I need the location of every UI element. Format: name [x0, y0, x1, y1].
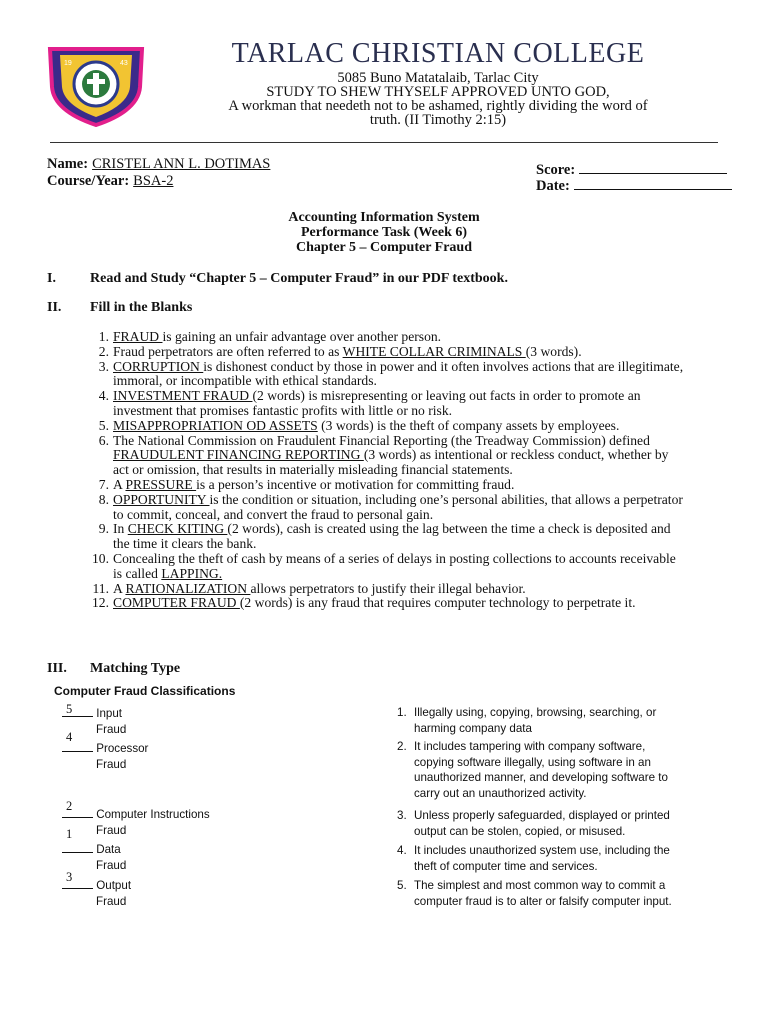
blank-item [86, 389, 686, 419]
match-label: Input [96, 707, 123, 720]
task-title: Performance Task (Week 6) [300, 225, 468, 240]
match-answer: 5 [66, 702, 73, 716]
score-blank[interactable] [579, 161, 727, 174]
blank-item [86, 419, 686, 434]
match-right-3: 3. Unless properly safeguarded, displayed or printed output can be stolen, copied, or misused. [397, 809, 670, 838]
college-name: TARLAC CHRISTIAN COLLEGE [231, 38, 645, 69]
blank-item [86, 493, 686, 523]
date-row [536, 177, 732, 195]
item-text-after: is a person’s incentive or motivation for committing fraud. [196, 476, 515, 492]
item-number: 5. [98, 417, 109, 433]
header-divider [50, 142, 718, 143]
item-answer: OPPORTUNITY [113, 491, 210, 507]
match-label: Processor [96, 742, 149, 755]
item-answer: LAPPING. [161, 565, 223, 581]
match-sub: Fraud [96, 823, 127, 837]
matching-heading: Computer Fraud Classifications [54, 684, 236, 698]
item-number: 7. [98, 476, 109, 492]
svg-text:19: 19 [64, 60, 72, 67]
item-text-after: (2 words) is any fraud that requires computer technology to perpetrate it. [239, 595, 636, 611]
blank-item [86, 360, 686, 390]
item-answer: FRAUD [113, 329, 163, 344]
item-text-after: allows perpetrators to justify their illegal behavior. [250, 580, 526, 596]
item-text-after: is the condition or situation, including one’s personal abilities, that allows a perpetrator to commit, conceal, and convert the fraud to personal gain. [113, 491, 683, 522]
match-sub: Fraud [96, 757, 127, 771]
blank-item [86, 478, 686, 493]
item-number: 2. [98, 343, 109, 359]
item-number: 4. [98, 388, 109, 404]
college-address: 5085 Buno Matatalaib, Tarlac City [337, 70, 539, 86]
date-blank[interactable] [574, 177, 732, 190]
course-row [47, 172, 173, 190]
item-answer: CORRUPTION [113, 358, 204, 374]
match-sub: Fraud [96, 722, 127, 736]
match-label: Computer Instructions [96, 808, 210, 821]
item-answer: WHITE COLLAR CRIMINALS [342, 343, 526, 359]
blank-item [86, 596, 686, 611]
match-right-5: 5. The simplest and most common way to commit a computer fraud is to alter or falsify computer input. [397, 879, 672, 908]
item-answer: INVESTMENT FRAUD [113, 388, 253, 404]
item-text-before: In [113, 521, 128, 537]
match-label: Output [96, 879, 132, 892]
item-text-after: (2 words), cash is created using the lag between the time a check is deposited and the time it clears the bank. [113, 521, 671, 552]
match-sub: Fraud [96, 858, 127, 872]
blank-item [86, 522, 686, 552]
section-2-title: Fill in the Blanks [90, 300, 193, 315]
match-sub: Fraud [96, 894, 127, 908]
item-number: 8. [98, 491, 109, 507]
motto-line-2: A workman that needeth not to be ashamed, rightly dividing the word of [228, 98, 648, 114]
match-answer: 4 [66, 730, 73, 744]
item-answer: RATIONALIZATION [125, 580, 251, 596]
match-left-3 [62, 799, 210, 838]
item-number: 1. [98, 329, 109, 344]
blank-item [86, 434, 686, 478]
svg-text:43: 43 [120, 60, 128, 67]
item-text-after: is gaining an unfair advantage over another person. [162, 329, 442, 344]
item-number: 3. [98, 358, 109, 374]
item-number: 12. [92, 595, 109, 611]
fill-in-blanks-list [86, 330, 686, 611]
match-label: Data [96, 843, 121, 856]
item-number: 9. [98, 521, 109, 537]
blank-item [86, 330, 686, 345]
item-answer: PRESSURE [125, 476, 197, 492]
chapter-title: Chapter 5 – Computer Fraud [295, 240, 473, 255]
answer-blank[interactable] [62, 841, 93, 853]
item-text-after: (3 words) is the theft of company assets by employees. [317, 417, 620, 433]
blank-item [86, 582, 686, 597]
score-label: Score: [536, 162, 576, 178]
section-2-number: II. [47, 300, 62, 315]
course-label: Course/Year: [47, 173, 130, 189]
match-right-2: 2. It includes tampering with company software, copying software illegally, using software in an unauthorized manner, and developing software to carry out an unauthorized activity. [397, 740, 668, 800]
section-1-text: Read and Study “Chapter 5 – Computer Fraud” in our PDF textbook. [90, 271, 508, 286]
name-value: CRISTEL ANN L. DOTIMAS [92, 156, 271, 172]
section-1-number: I. [47, 271, 56, 286]
course-title: Accounting Information System [288, 210, 480, 225]
item-text-after: is dishonest conduct by those in power and it often involves actions that are illegitimate, immoral, or incompatible with ethical standards. [113, 358, 684, 389]
item-text-before: A [113, 580, 126, 596]
item-number: 11. [92, 580, 109, 596]
item-answer: FRAUDULENT FINANCING REPORTING [113, 447, 364, 463]
item-text-before: Fraud perpetrators are often referred to as [113, 343, 343, 359]
section-3-title: Matching Type [90, 661, 181, 676]
blank-item [86, 345, 686, 360]
motto-line-1: STUDY TO SHEW THYSELF APPROVED UNTO GOD, [266, 84, 610, 100]
course-value: BSA-2 [133, 173, 174, 189]
name-row [47, 155, 270, 173]
motto-line-3: truth. (II Timothy 2:15) [369, 112, 507, 128]
blank-item [86, 552, 686, 582]
item-text-after: (2 words) is misrepresenting or leaving out facts in order to promote an investment that promises fantastic profits with little or no risk. [113, 388, 641, 418]
match-left-2 [62, 730, 149, 772]
match-left-4 [62, 827, 127, 873]
item-number: 10. [92, 550, 109, 566]
item-answer: MISAPPROPRIATION OD ASSETS [113, 417, 318, 433]
match-right-list [397, 705, 737, 909]
item-answer: CHECK KITING [127, 521, 228, 537]
name-label: Name: [47, 156, 89, 172]
item-text-before: A [113, 476, 126, 492]
date-label: Date: [536, 178, 570, 194]
item-text-before: Concealing the theft of cash by means of a series of delays in posting collections to accounts receivable is called [113, 550, 676, 581]
item-number: 6. [98, 432, 109, 448]
match-answer: 2 [66, 799, 73, 813]
item-text-before: The National Commission on Fraudulent Financial Reporting (the Treadway Commission) defined [113, 432, 650, 448]
match-right-4: 4. It includes unauthorized system use, including the theft of computer time and services. [397, 844, 670, 873]
match-answer: 3 [66, 870, 73, 884]
item-text-after: (3 words). [525, 343, 582, 359]
match-left-5 [62, 870, 132, 909]
item-text-after: (3 words) as intentional or reckless conduct, whether by act or omission, that results in materially misleading financial statements. [113, 447, 669, 478]
match-right-1: 1. Illegally using, copying, browsing, searching, or harming company data [397, 706, 657, 735]
section-3-number: III. [47, 661, 67, 676]
match-answer: 1 [66, 827, 73, 841]
item-answer: COMPUTER FRAUD [113, 595, 240, 611]
